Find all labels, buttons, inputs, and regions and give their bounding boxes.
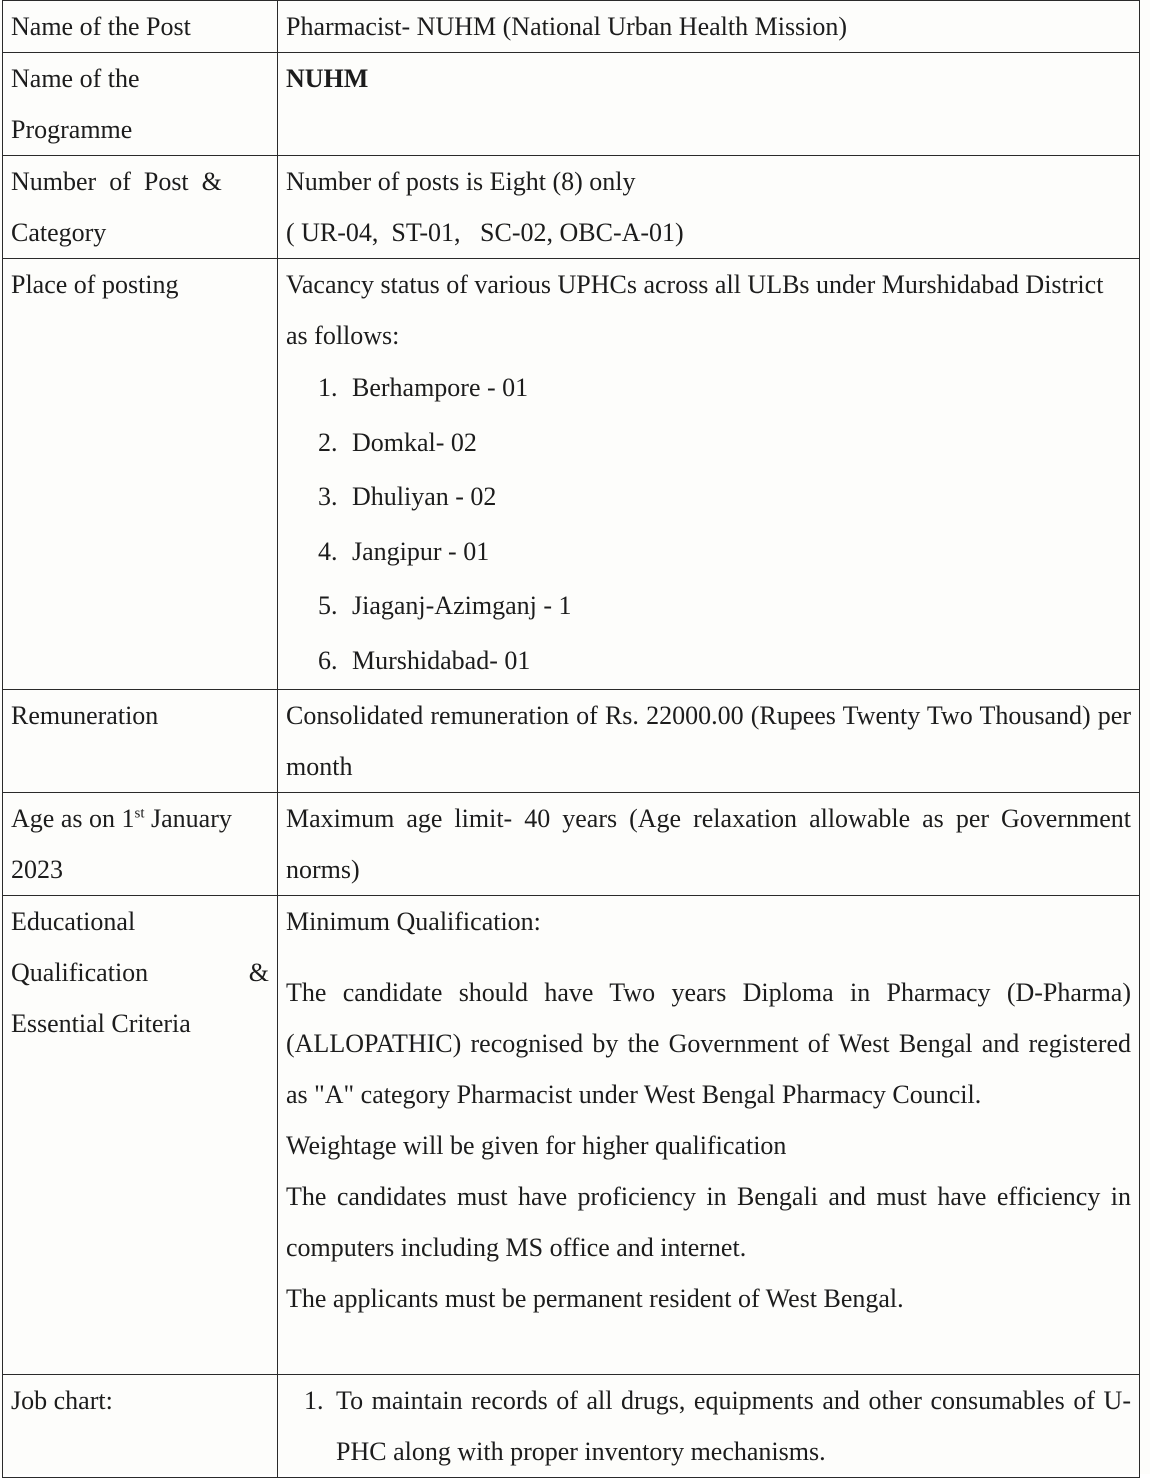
post-label: Name of the Post xyxy=(11,12,191,41)
post-label-cell xyxy=(3,1,278,53)
age-value: Maximum age limit- 40 years (Age relaxation allowable as per Government norms) xyxy=(286,804,1131,884)
education-label-line2 xyxy=(11,947,269,998)
age-label-prefix: Age as on 1 xyxy=(11,804,135,833)
number-value-line1: Number of posts is Eight (8) only xyxy=(286,167,636,196)
recruitment-details-table xyxy=(2,0,1140,1478)
place-list xyxy=(286,361,1131,688)
age-label-sup: st xyxy=(134,805,145,822)
table-row xyxy=(3,690,1140,793)
age-label-line1 xyxy=(11,793,269,844)
education-label-line3: Essential Criteria xyxy=(11,1009,191,1038)
remuneration-label-cell xyxy=(3,690,278,793)
table-row xyxy=(3,896,1140,1375)
table-row xyxy=(3,156,1140,259)
table-row xyxy=(3,1375,1140,1478)
programme-label-line2: Programme xyxy=(11,115,133,144)
number-value-cell xyxy=(278,156,1140,259)
age-label-suffix: January xyxy=(144,804,232,833)
number-label-cell xyxy=(3,156,278,259)
post-value: Pharmacist- NUHM (National Urban Health Mission) xyxy=(286,12,848,41)
job-value-cell xyxy=(278,1375,1140,1478)
list-item: 2. Domkal- 02 xyxy=(344,416,1131,471)
place-intro: Vacancy status of various UPHCs across all ULBs under Murshidabad District as follows: xyxy=(286,270,1104,350)
programme-label-cell xyxy=(3,53,278,156)
list-item: 3. Dhuliyan - 02 xyxy=(344,470,1131,525)
education-heading: Minimum Qualification: xyxy=(286,907,541,936)
number-label-line2: Category xyxy=(11,218,107,247)
post-value-cell xyxy=(278,1,1140,53)
table-row xyxy=(3,793,1140,896)
place-label-cell xyxy=(3,259,278,690)
education-para3: The candidates must have proficiency in Bengali and must have efficiency in computers including MS office and internet. xyxy=(286,1182,1131,1262)
remuneration-value-cell xyxy=(278,690,1140,793)
table-row xyxy=(3,1,1140,53)
job-label-cell xyxy=(3,1375,278,1478)
programme-label-line1: Name of the xyxy=(11,64,140,93)
list-item: 1. Berhampore - 01 xyxy=(344,361,1131,416)
number-value-line2: ( UR-04, ST-01, SC-02, OBC-A-01) xyxy=(286,218,684,247)
education-label-cell xyxy=(3,896,278,1375)
list-item: 5. Jiaganj-Azimganj - 1 xyxy=(344,579,1131,634)
education-label-amp: & xyxy=(248,958,269,987)
education-para4: The applicants must be permanent resident of West Bengal. xyxy=(286,1284,904,1313)
remuneration-value: Consolidated remuneration of Rs. 22000.00 (Rupees Twenty Two Thousand) per month xyxy=(286,701,1131,781)
age-label-cell xyxy=(3,793,278,896)
remuneration-label: Remuneration xyxy=(11,701,159,730)
list-item: 1. To maintain records of all drugs, equipments and other consumables of U-PHC along with proper inventory mechanisms. xyxy=(330,1375,1131,1477)
programme-value-cell xyxy=(278,53,1140,156)
job-list xyxy=(286,1375,1131,1477)
job-label: Job chart: xyxy=(11,1386,113,1415)
place-value-cell xyxy=(278,259,1140,690)
education-label-word: Qualification xyxy=(11,958,149,987)
education-para2: Weightage will be given for higher qualification xyxy=(286,1131,787,1160)
age-label-line2: 2023 xyxy=(11,855,63,884)
list-item: 4. Jangipur - 01 xyxy=(344,525,1131,580)
table-row xyxy=(3,53,1140,156)
number-label-line1: Number of Post & xyxy=(11,167,222,196)
table-row xyxy=(3,259,1140,690)
education-label-line1: Educational xyxy=(11,907,136,936)
place-label: Place of posting xyxy=(11,270,179,299)
list-item: 6. Murshidabad- 01 xyxy=(344,634,1131,689)
education-value-cell xyxy=(278,896,1140,1375)
programme-value: NUHM xyxy=(286,64,369,93)
education-para1: The candidate should have Two years Diploma in Pharmacy (D-Pharma) (ALLOPATHIC) recognised by the Government of West Bengal and registered as "A" category Pharmacist under West Bengal Pharmacy Council. xyxy=(286,978,1131,1109)
age-value-cell xyxy=(278,793,1140,896)
